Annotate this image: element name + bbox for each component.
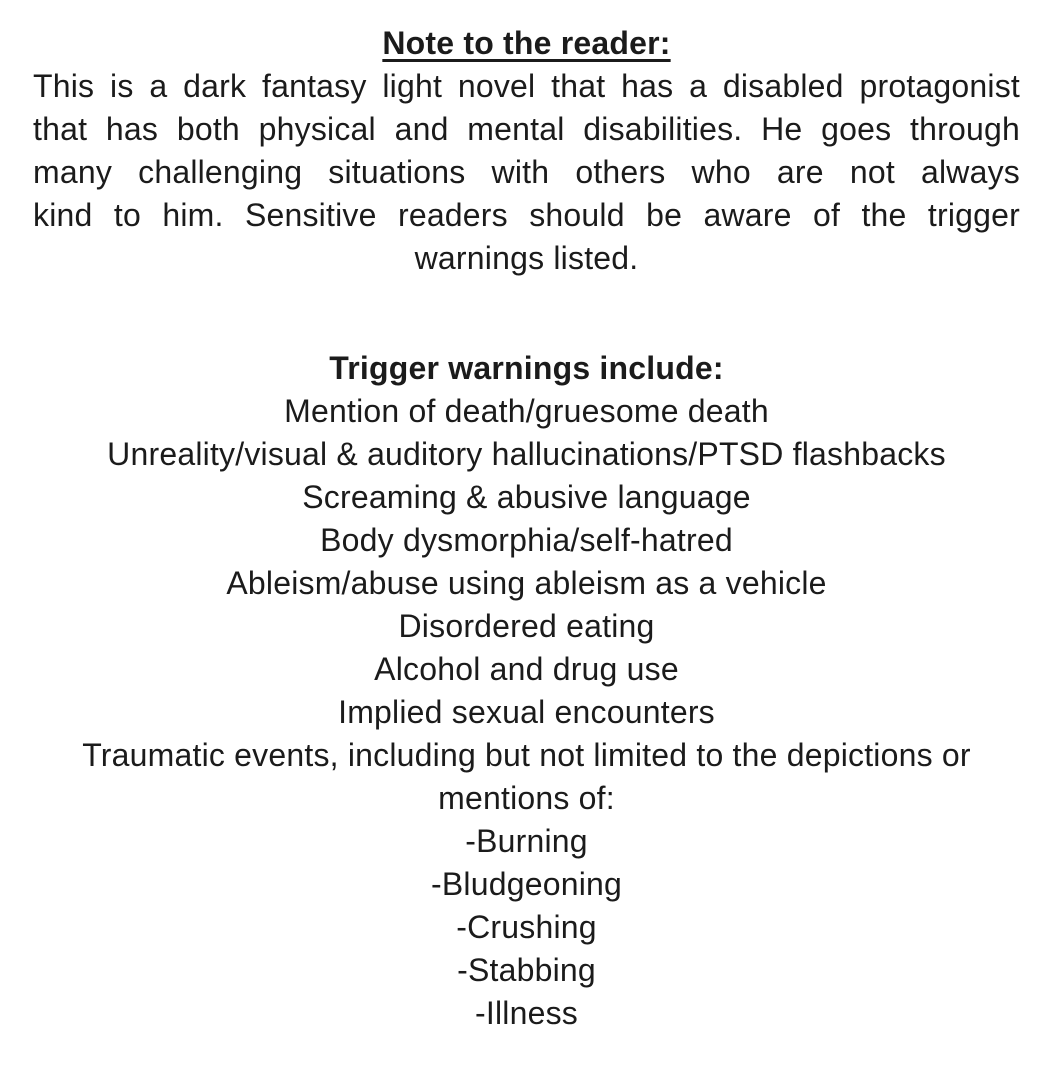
warning-line: Mention of death/gruesome death [284, 393, 769, 429]
note-paragraph-line: This is a dark fantasy light novel that has a disabled protagonist [33, 68, 1020, 104]
note-paragraph-line: many challenging situations with others who are not always [33, 154, 1020, 190]
warning-line: Disordered eating [398, 608, 655, 644]
note-paragraph-line: that has both physical and mental disabilities. He goes through [33, 111, 1020, 147]
warning-line: Body dysmorphia/self-hatred [320, 522, 733, 558]
note-paragraph [33, 65, 1020, 280]
section-gap [33, 280, 1020, 347]
warnings-heading: Trigger warnings include: [329, 350, 724, 386]
warning-line: Implied sexual encounters [338, 694, 715, 730]
warning-line: Ableism/abuse using ableism as a vehicle [226, 565, 827, 601]
warning-line: Screaming & abusive language [302, 479, 751, 515]
warning-line: Traumatic events, including but not limited to the depictions or [82, 737, 971, 773]
warning-line: -Crushing [456, 909, 597, 945]
warning-line: -Stabbing [457, 952, 596, 988]
warning-line: Unreality/visual & auditory hallucinations/PTSD flashbacks [107, 436, 946, 472]
warning-line: -Burning [465, 823, 588, 859]
note-paragraph-line: warnings listed. [414, 240, 639, 276]
note-heading: Note to the reader: [382, 25, 671, 61]
warning-line: Alcohol and drug use [374, 651, 679, 687]
warning-line: -Illness [475, 995, 578, 1031]
note-paragraph-line: kind to him. Sensitive readers should be aware of the trigger [33, 197, 1020, 233]
warning-line: -Bludgeoning [431, 866, 622, 902]
warning-line: mentions of: [438, 780, 615, 816]
warnings-list [33, 390, 1020, 1035]
